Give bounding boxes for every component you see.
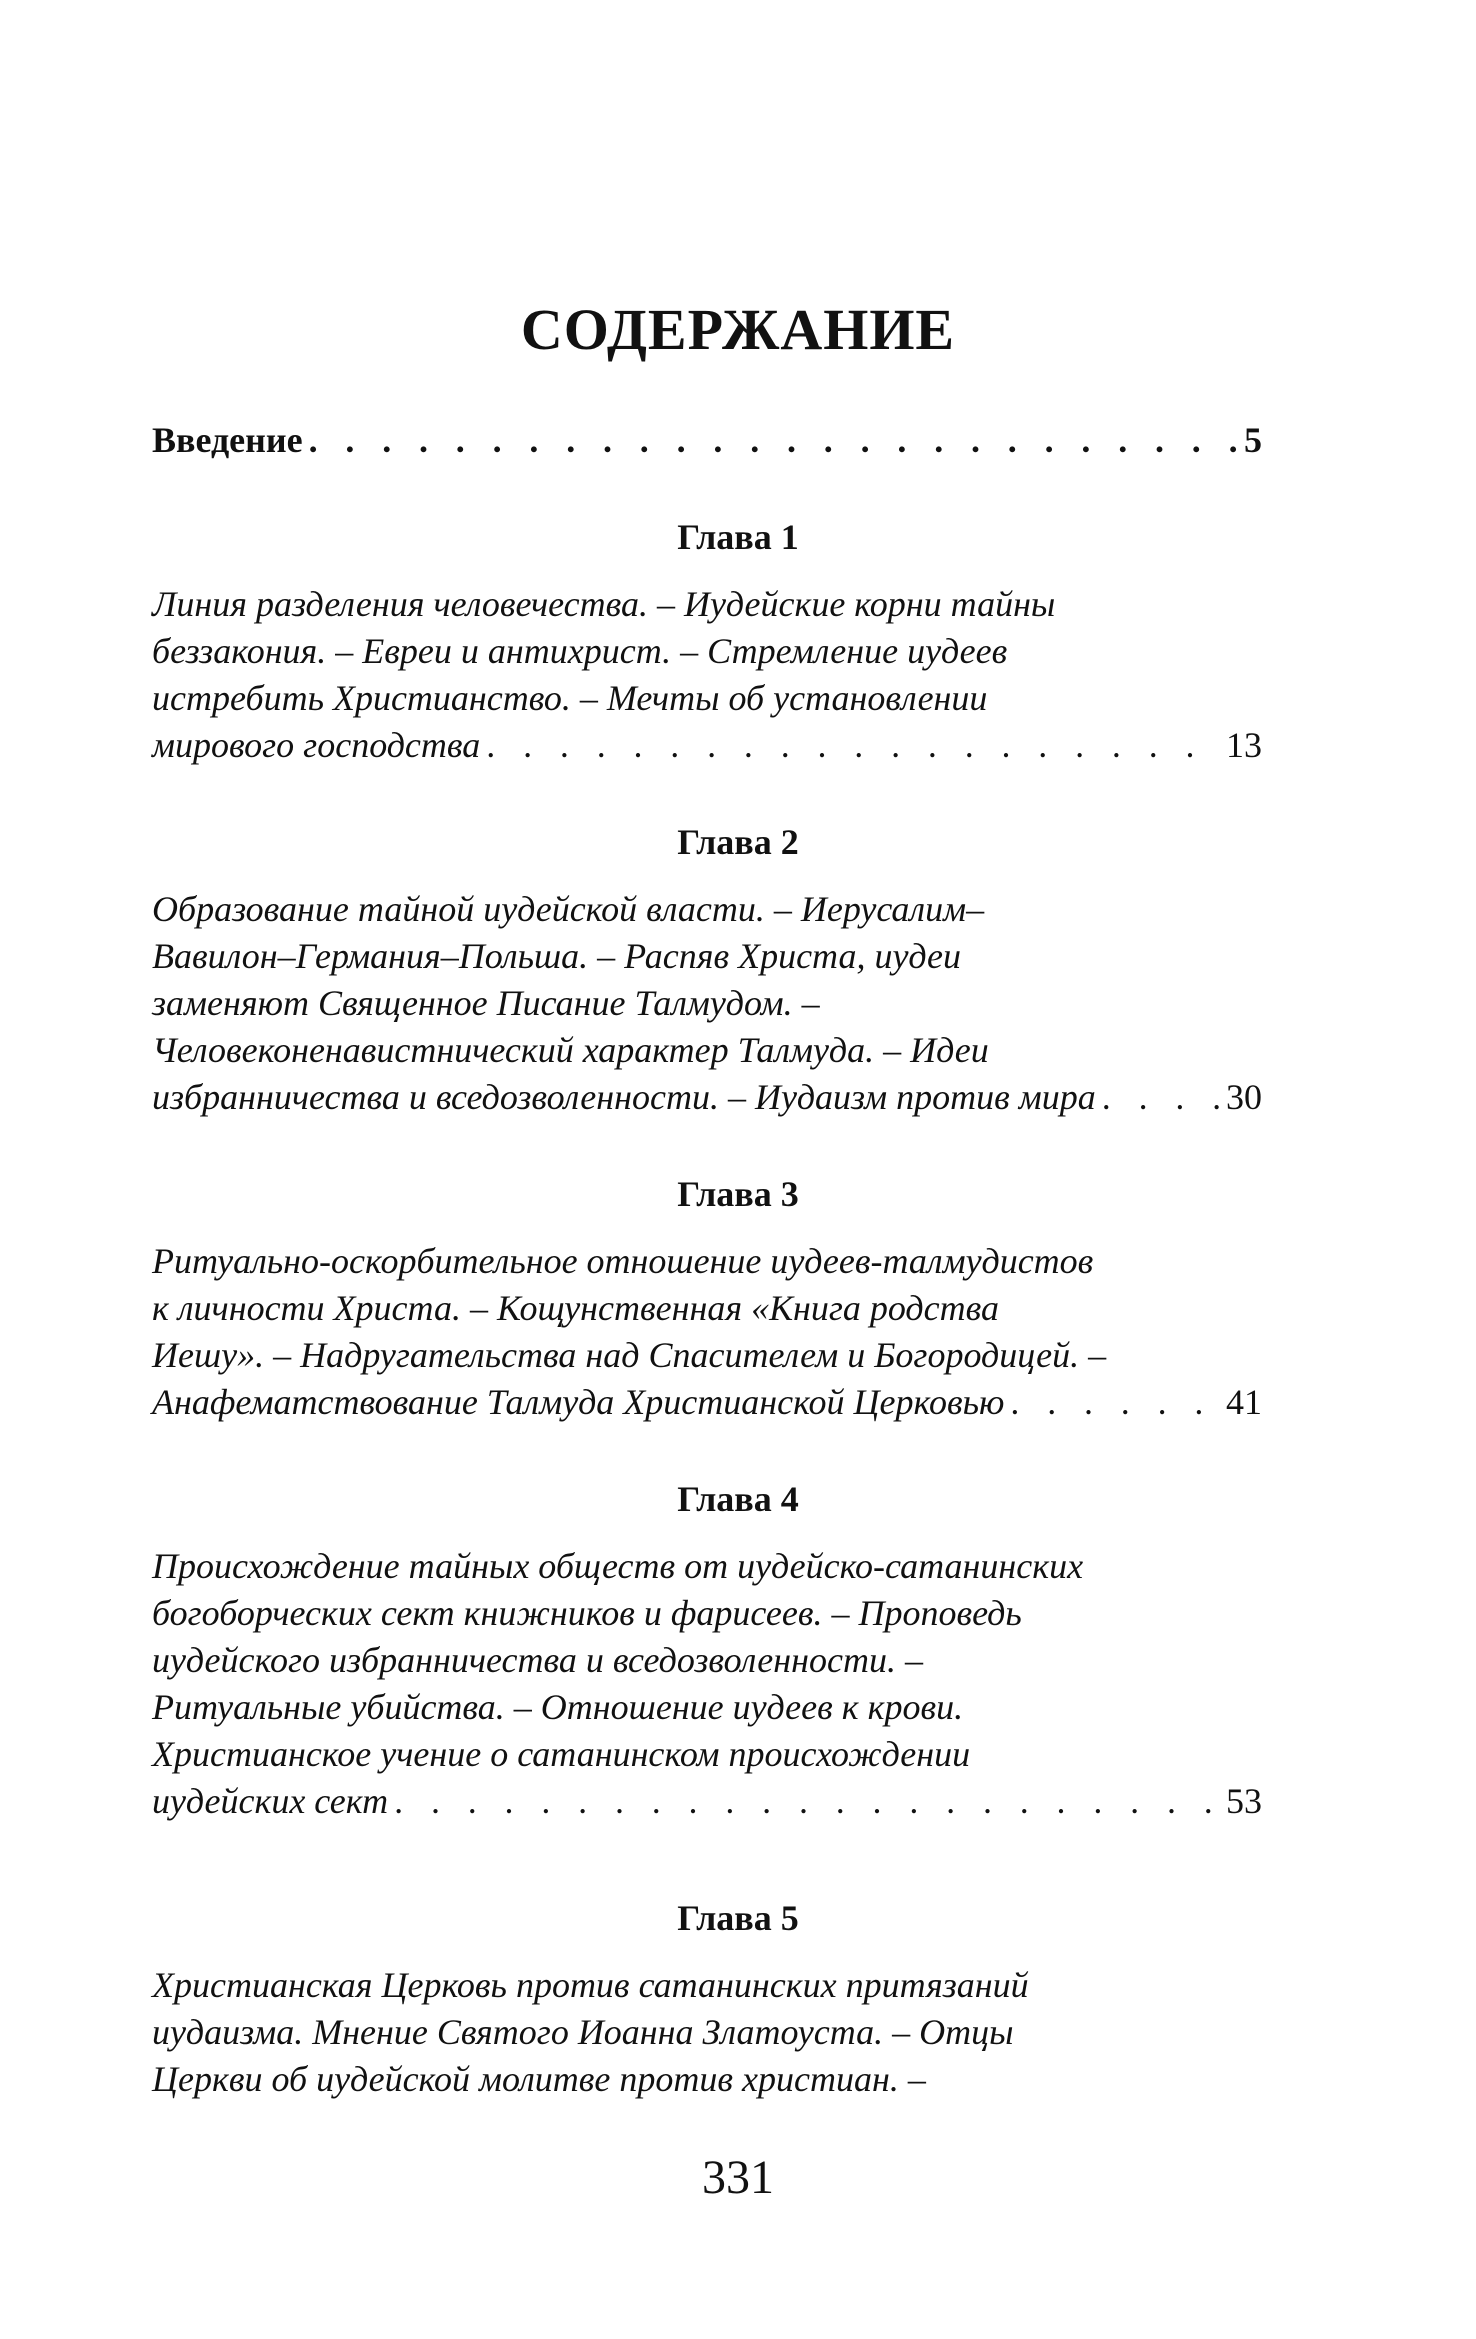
dot-leader	[486, 721, 1220, 769]
chapter-description-line: богоборческих сект книжников и фарисеев. – Проповедь	[152, 1593, 1022, 1633]
chapter-description-line: иудаизма. Мнение Святого Иоанна Златоуста. – Отцы	[152, 2012, 1014, 2052]
chapter-description-line: Ритуально-оскорбительное отношение иудеев-талмудистов	[152, 1241, 1094, 1281]
dot-leader	[1010, 1378, 1220, 1426]
toc-page-number: 13	[1226, 725, 1262, 765]
toc-entry-chapter-2	[152, 1073, 1262, 1121]
toc-page-number: 41	[1226, 1382, 1262, 1422]
chapter-description-line: беззакония. – Евреи и антихрист. – Стремление иудеев	[152, 631, 1008, 671]
chapter-description-line: Христианское учение о сатанинском происхождении	[152, 1734, 971, 1774]
chapter-description-line: Образование тайной иудейской власти. – Иерусалим–	[152, 889, 985, 929]
chapter-heading: Глава 1	[677, 517, 799, 557]
chapter-description-line: избранничества и вседозволенности. – Иудаизм против мира	[152, 1077, 1096, 1117]
chapter-description-line: Церкви об иудейской молитве против христиан. –	[152, 2059, 926, 2099]
chapter-description-line: заменяют Священное Писание Талмудом. –	[152, 983, 820, 1023]
toc-entry-chapter-1	[152, 721, 1262, 769]
chapter-description-line: иудейского избранничества и вседозволенности. –	[152, 1640, 923, 1680]
chapter-description-line: Христианская Церковь против сатанинских притязаний	[152, 1965, 1029, 2005]
chapter-heading: Глава 3	[677, 1174, 799, 1214]
toc-entry-chapter-4	[152, 1777, 1262, 1825]
chapter-description-line: Линия разделения человечества. – Иудейские корни тайны	[152, 584, 1056, 624]
chapter-description-line: Анафематствование Талмуда Христианской Церковью	[152, 1382, 1005, 1422]
dot-leader	[1102, 1073, 1220, 1121]
chapter-heading: Глава 2	[677, 822, 799, 862]
dot-leader	[394, 1777, 1220, 1825]
dot-leader	[309, 416, 1238, 464]
chapter-description-line: Ритуальные убийства. – Отношение иудеев к крови.	[152, 1687, 964, 1727]
toc-page-number: 53	[1226, 1781, 1262, 1821]
toc-entry-label: Введение	[152, 420, 303, 460]
page-title: СОДЕРЖАНИЕ	[520, 297, 956, 362]
toc-page-number: 30	[1226, 1077, 1262, 1117]
page-number: 331	[702, 2151, 774, 2204]
chapter-description-line: к личности Христа. – Кощунственная «Книга родства	[152, 1288, 999, 1328]
chapter-description-line: Происхождение тайных обществ от иудейско-сатанинских	[152, 1546, 1084, 1586]
toc-page-number: 5	[1244, 420, 1262, 460]
toc-entry-chapter-3	[152, 1378, 1262, 1426]
chapter-heading: Глава 4	[677, 1479, 799, 1519]
chapter-description-line: Вавилон–Германия–Польша. – Распяв Христа, иудеи	[152, 936, 961, 976]
chapter-heading: Глава 5	[677, 1898, 799, 1938]
toc-entry-intro	[152, 416, 1262, 464]
chapter-description-line: Человеконенавистнический характер Талмуда. – Идеи	[152, 1030, 989, 1070]
chapter-description-line: Иешу». – Надругательства над Спасителем и Богородицей. –	[152, 1335, 1107, 1375]
chapter-description-line: мирового господства	[152, 725, 481, 765]
chapter-description-line: истребить Христианство. – Мечты об установлении	[152, 678, 988, 718]
chapter-description-line: иудейских сект	[152, 1781, 389, 1821]
